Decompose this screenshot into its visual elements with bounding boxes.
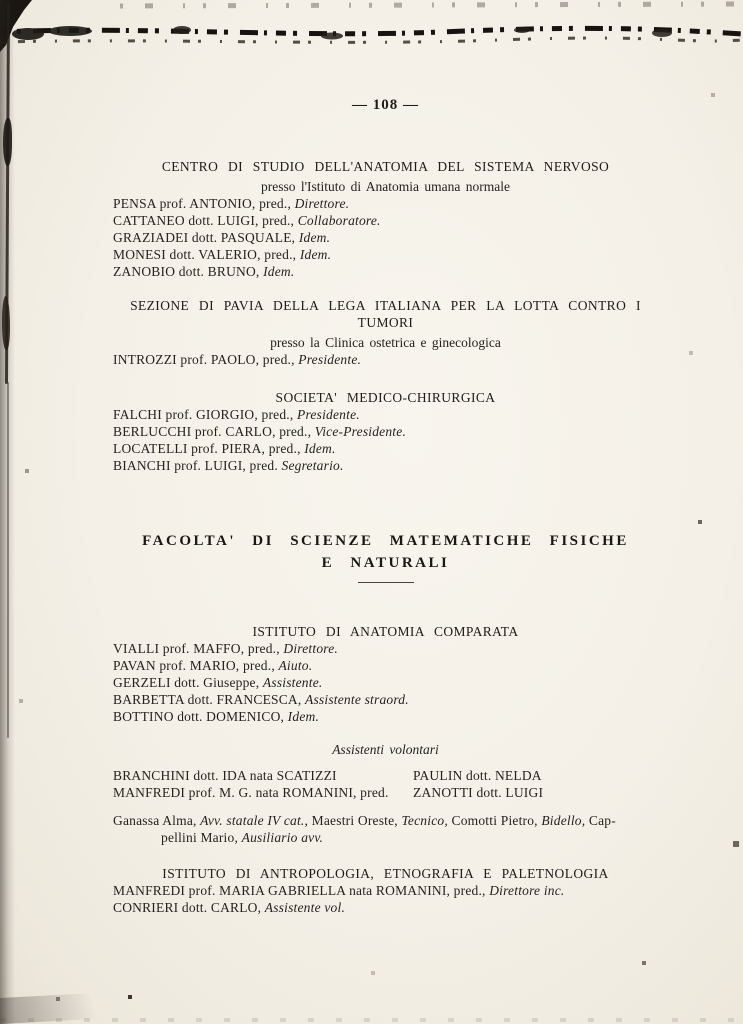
entry-role: Direttore. (283, 641, 339, 656)
entry-line (113, 457, 658, 474)
entry-role: Presidente. (297, 407, 360, 422)
page-number: — 108 — (352, 97, 419, 113)
entry-role: Assistente vol. (264, 900, 346, 915)
entry-line (113, 708, 658, 725)
entry-line (113, 899, 658, 916)
volunteer-entry: BRANCHINI dott. IDA nata SCATIZZI (113, 768, 337, 783)
entry-text: CONRIERI dott. CARLO, (113, 900, 265, 915)
faculty-heading-line1: FACOLTA' DI SCIENZE MATEMATICHE FISICHE (142, 533, 629, 549)
entry-text: MONESI dott. VALERIO, pred., (113, 247, 300, 262)
entry-text: INTROZZI prof. PAOLO, pred., (113, 352, 299, 367)
entry-role: Idem. (263, 264, 295, 279)
entry-list-anatomia (113, 640, 658, 725)
volunteers-column-right (413, 767, 658, 801)
entry-text: BARBETTA dott. FRANCESCA, (113, 692, 306, 707)
entry-line (113, 246, 658, 263)
section-subheading-centro: presso l'Istituto di Anatomia umana normale (260, 179, 510, 194)
entry-line (113, 440, 658, 457)
entry-line (113, 263, 658, 280)
entry-line (113, 640, 658, 657)
volunteer-entry: PAULIN dott. NELDA (413, 768, 542, 783)
entry-line (113, 423, 658, 440)
entry-role: Collaboratore. (297, 213, 381, 228)
entry-text: MANFREDI prof. MARIA GABRIELLA nata ROMANINI, pred., (113, 883, 490, 898)
entry-line (113, 691, 658, 708)
section-subheading-sezione: presso la Clinica ostetrica e ginecologica (270, 335, 501, 350)
faculty-heading-line2: E NATURALI (321, 555, 450, 571)
entry-role: Idem. (287, 709, 320, 724)
entry-line (113, 657, 658, 674)
entry-list-sezione (113, 351, 658, 368)
staff-role: Bidello, (541, 813, 589, 828)
entry-text: BOTTINO dott. DOMENICO, (113, 709, 288, 724)
entry-role: Assistente. (262, 675, 323, 690)
entry-role: Segretario. (281, 458, 344, 473)
entry-text: BIANCHI prof. LUIGI, pred. (113, 458, 282, 473)
entry-text: CATTANEO dott. LUIGI, pred., (113, 213, 298, 228)
entry-line (113, 406, 658, 423)
entry-text: FALCHI prof. GIORGIO, pred., (113, 407, 298, 422)
section-divider (358, 582, 414, 583)
staff-text: Comotti Pietro, (451, 813, 542, 828)
entry-text: BERLUCCHI prof. CARLO, pred., (113, 424, 315, 439)
entry-text: LOCATELLI prof. PIERA, pred., (113, 441, 305, 456)
section-heading-centro: CENTRO DI STUDIO DELL'ANATOMIA DEL SISTEMA NERVOSO (161, 159, 610, 174)
volunteer-entry: ZANOTTI dott. LUIGI (413, 785, 544, 800)
faculty-heading (113, 530, 658, 574)
volunteers-column-left (113, 767, 413, 801)
staff-role: Tecnico, (401, 813, 452, 828)
entry-line (113, 212, 658, 229)
entry-role: Assistente straord. (305, 692, 409, 707)
volunteer-entry: MANFREDI prof. M. G. nata ROMANINI, pred. (113, 785, 389, 800)
entry-text: GRAZIADEI dott. PASQUALE, (113, 230, 299, 245)
entry-text: GERZELI dott. Giuseppe, (113, 675, 263, 690)
entry-role: Direttore. (294, 196, 350, 211)
section-heading-anatomia: ISTITUTO DI ANATOMIA COMPARATA (252, 624, 519, 639)
staff-text: Cap- (588, 813, 616, 828)
entry-line (113, 195, 658, 212)
entry-line (113, 882, 658, 899)
volunteers-heading: Assistenti volontari (332, 742, 439, 757)
entry-text: VIALLI prof. MAFFO, pred., (113, 641, 284, 656)
entry-text: PENSA prof. ANTONIO, pred., (113, 196, 295, 211)
entry-text: ZANOBIO dott. BRUNO, (113, 264, 264, 279)
entry-role: Direttore inc. (489, 883, 565, 898)
entry-text: PAVAN prof. MARIO, pred., (113, 658, 279, 673)
entry-role: Presidente. (298, 352, 362, 367)
entry-role: Aiuto. (278, 658, 313, 673)
entry-role: Vice-Presidente. (314, 424, 407, 439)
entry-role: Idem. (304, 441, 336, 456)
entry-line (113, 351, 658, 368)
staff-text: pellini Mario, (161, 830, 242, 845)
entry-list-antropologia (113, 882, 658, 916)
entry-role: Idem. (299, 247, 332, 262)
entry-list-societa (113, 406, 658, 474)
technical-staff-paragraph (113, 812, 658, 846)
entry-list-centro (113, 195, 658, 280)
staff-text: Ganassa Alma, (113, 813, 201, 828)
section-heading-societa: SOCIETA' MEDICO-CHIRURGICA (275, 390, 496, 405)
staff-text: Maestri Oreste, (311, 813, 402, 828)
section-heading-sezione: SEZIONE DI PAVIA DELLA LEGA ITALIANA PER LA LOTTA CONTRO I TUMORI (130, 298, 641, 330)
entry-line (113, 229, 658, 246)
staff-role: Avv. statale IV cat., (200, 813, 312, 828)
staff-role: Ausiliario avv. (241, 830, 324, 845)
entry-line (113, 674, 658, 691)
entry-role: Idem. (298, 230, 331, 245)
section-heading-antropologia: ISTITUTO DI ANTROPOLOGIA, ETNOGRAFIA E PALETNOLOGIA (162, 866, 609, 881)
volunteers-columns (113, 767, 658, 801)
